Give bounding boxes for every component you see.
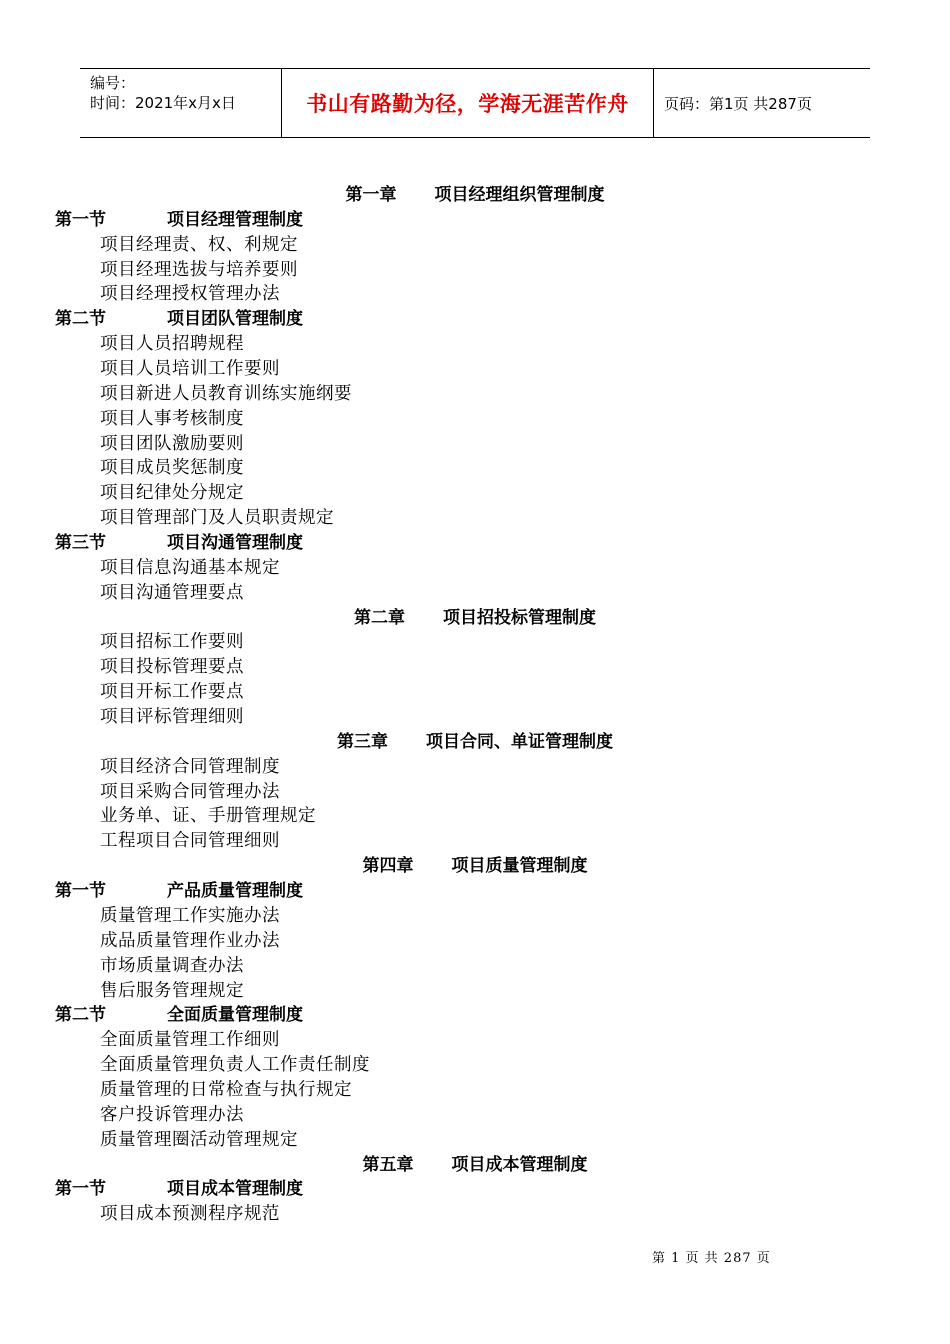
toc-item: 项目人员培训工作要则 [100,359,280,380]
toc-item: 项目新进人员教育训练实施纲要 [100,383,352,404]
toc-item: 项目采购合同管理办法 [100,781,280,802]
toc-item: 项目经济合同管理制度 [100,756,280,777]
section-heading [0,531,950,556]
header-page-info: 页码：第1页 共287页 [664,94,812,113]
chapter-title: 项目经理组织管理制度 [434,185,605,205]
section-number: 第一节 [55,209,106,230]
toc-item: 项目招标工作要则 [100,632,244,653]
section-heading [0,208,950,233]
section-heading [0,307,950,332]
chapter-number: 第三章 [337,731,388,752]
toc-item: 项目经理责、权、利规定 [100,234,298,255]
toc-item: 项目人员招聘规程 [100,334,244,355]
chapter-title: 项目合同、单证管理制度 [426,731,613,752]
section-title: 项目经理管理制度 [167,209,303,230]
page-footer: 第 1 页 共 287 页 [652,1251,771,1266]
chapter-number: 第四章 [362,856,414,877]
page-header [80,68,870,138]
toc-item: 质量管理的日常检查与执行规定 [100,1079,352,1100]
toc-item: 项目成本预测程序规范 [100,1204,280,1225]
chapter-heading [0,183,950,208]
chapter-heading [0,606,950,631]
section-title: 产品质量管理制度 [167,881,303,902]
section-number: 第二节 [55,1005,106,1026]
toc-item: 项目经理选拔与培养要则 [100,259,298,280]
toc-item: 项目沟通管理要点 [100,582,244,603]
toc-item: 客户投诉管理办法 [100,1104,244,1125]
toc-item: 项目人事考核制度 [100,408,244,429]
toc-item: 项目团队激励要则 [100,433,244,454]
toc-item: 项目经理授权管理办法 [100,284,280,305]
chapter-number: 第二章 [354,607,405,628]
chapter-title: 项目成本管理制度 [451,1154,588,1175]
toc-item: 项目开标工作要点 [100,682,244,703]
chapter-title: 项目质量管理制度 [451,856,588,877]
table-of-contents [0,183,950,1227]
section-number: 第三节 [55,533,106,554]
toc-item: 质量管理工作实施办法 [100,905,280,926]
chapter-heading [0,854,950,879]
toc-item: 业务单、证、手册管理规定 [100,806,316,827]
section-heading [0,879,950,904]
header-meta [80,69,282,137]
section-title: 项目沟通管理制度 [167,533,303,554]
toc-item: 项目信息沟通基本规定 [100,557,280,578]
toc-item: 工程项目合同管理细则 [100,831,280,852]
toc-item: 质量管理圈活动管理规定 [100,1129,298,1150]
toc-item: 售后服务管理规定 [100,980,244,1001]
document-number: 编号： [90,74,136,92]
toc-item: 全面质量管理负责人工作责任制度 [100,1055,370,1076]
header-motto: 书山有路勤为径，学海无涯苦作舟 [282,69,654,137]
chapter-heading [0,1153,950,1178]
toc-item: 项目成员奖惩制度 [100,458,244,479]
toc-item: 项目纪律处分规定 [100,483,244,504]
section-title: 项目团队管理制度 [167,309,303,330]
chapter-heading [0,730,950,755]
toc-item: 成品质量管理作业办法 [100,930,280,951]
chapter-number: 第五章 [362,1154,414,1175]
toc-item: 项目投标管理要点 [100,657,244,678]
document-time: 时间：2021年x月x日 [90,94,236,112]
chapter-number: 第一章 [345,185,397,205]
chapter-title: 项目招投标管理制度 [443,607,596,628]
section-number: 第一节 [55,1179,106,1200]
section-heading [0,1003,950,1028]
section-number: 第一节 [55,881,106,902]
toc-item: 市场质量调查办法 [100,955,244,976]
section-number: 第二节 [55,309,106,330]
section-heading [0,1177,950,1202]
section-title: 全面质量管理制度 [167,1005,303,1026]
toc-item: 项目评标管理细则 [100,707,244,728]
toc-item: 全面质量管理工作细则 [100,1030,280,1051]
section-title: 项目成本管理制度 [167,1179,303,1200]
toc-item: 项目管理部门及人员职责规定 [100,508,334,529]
